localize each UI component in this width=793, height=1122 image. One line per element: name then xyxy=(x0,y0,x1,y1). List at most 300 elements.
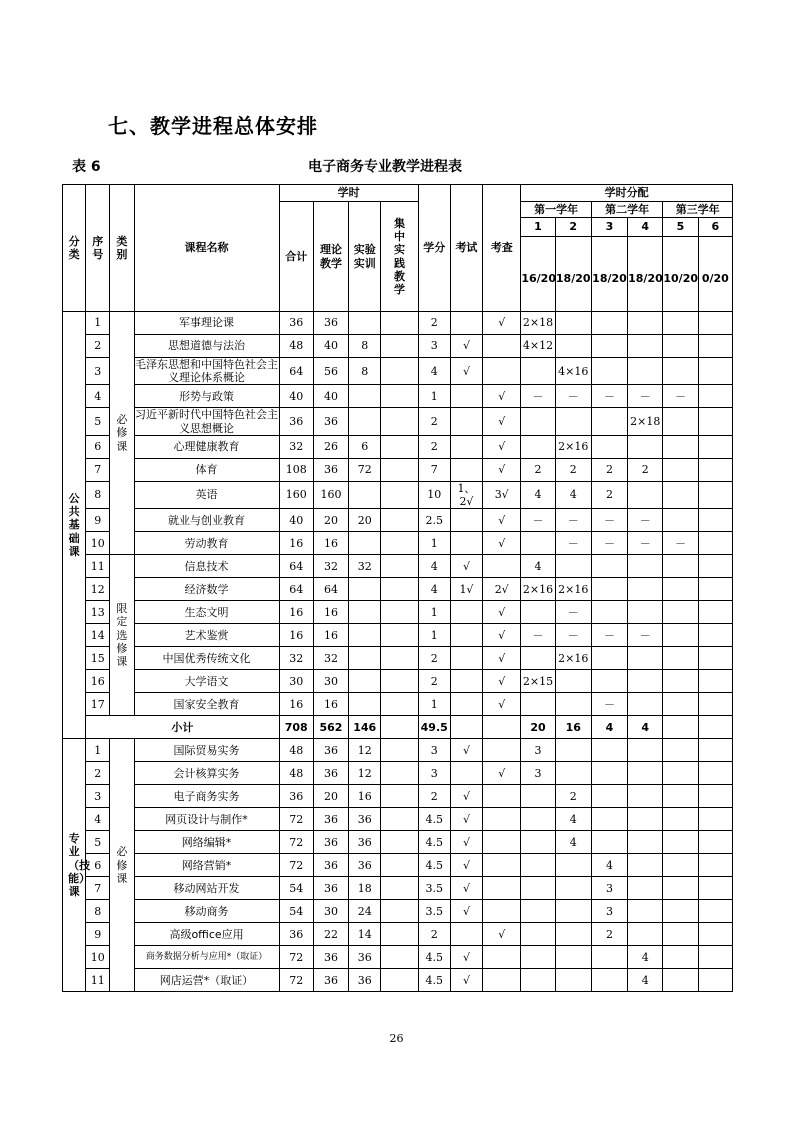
theory-cell: 30 xyxy=(313,670,348,693)
subtotal-exam xyxy=(450,716,482,739)
total-cell: 72 xyxy=(279,946,313,969)
check-cell: √ xyxy=(483,532,521,555)
subtotal-credit: 49.5 xyxy=(418,716,450,739)
practice-cell xyxy=(381,435,418,458)
term-cell xyxy=(698,435,732,458)
practice-cell xyxy=(381,923,418,946)
term-cell: 4 xyxy=(521,555,555,578)
credit-cell: 3 xyxy=(418,739,450,762)
term-cell xyxy=(663,831,698,854)
course-name-cell: 心理健康教育 xyxy=(134,435,279,458)
seq-cell: 17 xyxy=(86,693,110,716)
theory-cell: 36 xyxy=(313,877,348,900)
credit-cell: 4 xyxy=(418,578,450,601)
seq-cell: 14 xyxy=(86,624,110,647)
term-cell xyxy=(628,435,663,458)
seq-cell: 7 xyxy=(86,877,110,900)
term-cell xyxy=(663,923,698,946)
term-cell xyxy=(555,854,591,877)
term-cell xyxy=(591,831,627,854)
theory-cell: 36 xyxy=(313,831,348,854)
header-total: 合计 xyxy=(279,202,313,312)
table-row xyxy=(63,670,733,693)
term-cell: － xyxy=(591,385,627,408)
header-category: 分类 xyxy=(63,185,86,312)
theory-cell: 160 xyxy=(313,481,348,508)
term-cell xyxy=(663,670,698,693)
term-cell xyxy=(698,670,732,693)
term-cell: － xyxy=(555,532,591,555)
theory-cell: 36 xyxy=(313,808,348,831)
seq-cell: 10 xyxy=(86,532,110,555)
term-cell xyxy=(628,481,663,508)
credit-cell: 4.5 xyxy=(418,831,450,854)
check-cell: √ xyxy=(483,693,521,716)
total-cell: 72 xyxy=(279,831,313,854)
table-row xyxy=(63,877,733,900)
term-cell xyxy=(591,435,627,458)
practice-cell xyxy=(381,335,418,358)
term-cell: 4×16 xyxy=(555,358,591,385)
header-term: 2 xyxy=(555,218,591,237)
table-row xyxy=(63,647,733,670)
term-cell xyxy=(663,969,698,992)
practice-cell xyxy=(381,358,418,385)
total-cell: 16 xyxy=(279,601,313,624)
term-cell xyxy=(521,969,555,992)
lab-cell xyxy=(349,532,381,555)
course-name-cell: 网店运营*（取证） xyxy=(134,969,279,992)
header-seq: 序号 xyxy=(86,185,110,312)
term-cell: 2 xyxy=(591,458,627,481)
total-cell: 54 xyxy=(279,877,313,900)
header-year-1: 第一学年 xyxy=(521,202,592,218)
total-cell: 36 xyxy=(279,785,313,808)
term-cell xyxy=(698,831,732,854)
theory-cell: 30 xyxy=(313,900,348,923)
table-row xyxy=(63,481,733,508)
check-cell xyxy=(483,335,521,358)
lab-cell: 12 xyxy=(349,762,381,785)
page-number: 26 xyxy=(389,1032,404,1045)
term-cell xyxy=(663,946,698,969)
total-cell: 16 xyxy=(279,532,313,555)
term-cell xyxy=(663,854,698,877)
lab-cell: 36 xyxy=(349,946,381,969)
table-row xyxy=(63,312,733,335)
table-row xyxy=(63,532,733,555)
lab-cell: 6 xyxy=(349,435,381,458)
lab-cell: 8 xyxy=(349,335,381,358)
term-cell xyxy=(698,900,732,923)
term-cell xyxy=(698,739,732,762)
term-cell: 4 xyxy=(555,481,591,508)
course-name-cell: 网页设计与制作* xyxy=(134,808,279,831)
table-row xyxy=(63,624,733,647)
lab-cell xyxy=(349,693,381,716)
term-cell xyxy=(521,693,555,716)
total-cell: 36 xyxy=(279,408,313,435)
term-cell: 2×15 xyxy=(521,670,555,693)
subtotal-label: 小计 xyxy=(86,716,279,739)
table-row xyxy=(63,693,733,716)
total-cell: 108 xyxy=(279,458,313,481)
credit-cell: 2 xyxy=(418,647,450,670)
total-cell: 30 xyxy=(279,670,313,693)
theory-cell: 36 xyxy=(313,312,348,335)
term-cell xyxy=(628,578,663,601)
term-cell: － xyxy=(555,385,591,408)
seq-cell: 10 xyxy=(86,946,110,969)
header-weeks: 18/20 xyxy=(591,237,627,312)
term-cell xyxy=(555,946,591,969)
category-cell xyxy=(63,739,91,992)
exam-cell: √ xyxy=(450,335,482,358)
check-cell: 2√ xyxy=(483,578,521,601)
term-cell: 2×16 xyxy=(555,578,591,601)
check-cell xyxy=(483,877,521,900)
term-cell xyxy=(663,785,698,808)
exam-cell xyxy=(450,762,482,785)
lab-cell: 12 xyxy=(349,739,381,762)
check-cell xyxy=(483,739,521,762)
term-cell: 2 xyxy=(521,458,555,481)
table-row xyxy=(63,785,733,808)
term-cell xyxy=(698,408,732,435)
lab-cell: 36 xyxy=(349,831,381,854)
check-cell: √ xyxy=(483,408,521,435)
practice-cell xyxy=(381,762,418,785)
theory-cell: 20 xyxy=(313,785,348,808)
term-cell xyxy=(628,785,663,808)
term-cell xyxy=(628,739,663,762)
table-row xyxy=(63,385,733,408)
category-label: 专业（技能）课 xyxy=(68,832,91,898)
term-cell xyxy=(591,785,627,808)
header-weeks: 16/20 xyxy=(521,237,555,312)
theory-cell: 36 xyxy=(313,854,348,877)
type-cell xyxy=(110,739,134,992)
theory-cell: 16 xyxy=(313,532,348,555)
lab-cell: 20 xyxy=(349,509,381,532)
seq-cell: 4 xyxy=(86,808,110,831)
term-cell: 2 xyxy=(555,785,591,808)
term-cell: 3 xyxy=(521,762,555,785)
term-cell: － xyxy=(628,509,663,532)
type-label: 限定选修课 xyxy=(116,602,128,668)
total-cell: 72 xyxy=(279,969,313,992)
total-cell: 64 xyxy=(279,555,313,578)
check-cell xyxy=(483,808,521,831)
credit-cell: 3 xyxy=(418,335,450,358)
term-cell xyxy=(521,435,555,458)
table-row xyxy=(63,435,733,458)
table-row xyxy=(63,900,733,923)
table-row xyxy=(63,578,733,601)
header-term: 1 xyxy=(521,218,555,237)
exam-cell: √ xyxy=(450,555,482,578)
term-cell xyxy=(628,312,663,335)
total-cell: 40 xyxy=(279,385,313,408)
lab-cell: 24 xyxy=(349,900,381,923)
credit-cell: 4.5 xyxy=(418,854,450,877)
term-cell: 4×12 xyxy=(521,335,555,358)
practice-cell xyxy=(381,408,418,435)
check-cell: √ xyxy=(483,670,521,693)
check-cell xyxy=(483,358,521,385)
exam-cell: √ xyxy=(450,969,482,992)
term-cell xyxy=(591,808,627,831)
exam-cell xyxy=(450,532,482,555)
credit-cell: 10 xyxy=(418,481,450,508)
term-cell xyxy=(591,670,627,693)
term-cell: 2×16 xyxy=(555,647,591,670)
total-cell: 36 xyxy=(279,923,313,946)
table-row xyxy=(63,831,733,854)
term-cell xyxy=(591,408,627,435)
practice-cell xyxy=(381,555,418,578)
term-cell xyxy=(555,923,591,946)
term-cell xyxy=(591,578,627,601)
header-lab: 实验实训 xyxy=(349,202,381,312)
exam-cell: 1、2√ xyxy=(450,481,482,508)
term-cell xyxy=(591,335,627,358)
table-row xyxy=(63,458,733,481)
header-theory: 理论教学 xyxy=(313,202,348,312)
exam-cell xyxy=(450,458,482,481)
term-cell xyxy=(698,555,732,578)
seq-cell: 8 xyxy=(86,481,110,508)
course-name-cell: 形势与政策 xyxy=(134,385,279,408)
type-cell xyxy=(110,555,134,716)
term-cell xyxy=(521,408,555,435)
practice-cell xyxy=(381,481,418,508)
check-cell: √ xyxy=(483,509,521,532)
seq-cell: 11 xyxy=(86,969,110,992)
term-cell xyxy=(698,762,732,785)
term-cell: 4 xyxy=(521,481,555,508)
table-row xyxy=(63,946,733,969)
term-cell xyxy=(698,385,732,408)
term-cell xyxy=(628,335,663,358)
header-check: 考查 xyxy=(483,185,521,312)
course-name-cell: 毛泽东思想和中国特色社会主义理论体系概论 xyxy=(135,358,279,385)
lab-cell xyxy=(349,601,381,624)
theory-cell: 36 xyxy=(313,946,348,969)
course-name-cell: 生态文明 xyxy=(134,601,279,624)
term-cell xyxy=(663,408,698,435)
course-name-cell: 体育 xyxy=(134,458,279,481)
term-cell xyxy=(663,509,698,532)
table-row xyxy=(63,969,733,992)
theory-cell: 16 xyxy=(313,601,348,624)
term-cell: 3 xyxy=(521,739,555,762)
exam-cell: √ xyxy=(450,900,482,923)
term-cell xyxy=(591,739,627,762)
header-type: 类别 xyxy=(110,185,134,312)
term-cell xyxy=(628,808,663,831)
credit-cell: 2.5 xyxy=(418,509,450,532)
seq-cell: 2 xyxy=(86,335,110,358)
term-cell xyxy=(555,762,591,785)
table-row xyxy=(63,358,733,385)
term-cell xyxy=(521,946,555,969)
exam-cell xyxy=(450,670,482,693)
theory-cell: 40 xyxy=(313,385,348,408)
term-cell: － xyxy=(628,385,663,408)
exam-cell: √ xyxy=(450,785,482,808)
term-cell xyxy=(521,358,555,385)
term-cell xyxy=(555,739,591,762)
lab-cell: 14 xyxy=(349,923,381,946)
exam-cell: √ xyxy=(450,739,482,762)
table-row xyxy=(63,555,733,578)
check-cell xyxy=(483,555,521,578)
practice-cell xyxy=(381,509,418,532)
course-name-cell: 移动商务 xyxy=(134,900,279,923)
term-cell xyxy=(555,555,591,578)
term-cell: － xyxy=(663,385,698,408)
lab-cell xyxy=(349,408,381,435)
term-cell: 2×16 xyxy=(555,435,591,458)
term-cell: － xyxy=(555,624,591,647)
term-cell xyxy=(628,358,663,385)
total-cell: 48 xyxy=(279,335,313,358)
subtotal-term: 4 xyxy=(591,716,627,739)
header-weeks: 0/20 xyxy=(698,237,732,312)
header-term: 3 xyxy=(591,218,627,237)
check-cell xyxy=(483,831,521,854)
term-cell xyxy=(628,601,663,624)
subtotal-term: 20 xyxy=(521,716,555,739)
check-cell xyxy=(483,969,521,992)
practice-cell xyxy=(381,877,418,900)
exam-cell xyxy=(450,624,482,647)
table-row xyxy=(63,509,733,532)
term-cell xyxy=(698,624,732,647)
subtotal-term xyxy=(663,716,698,739)
term-cell xyxy=(698,601,732,624)
lab-cell xyxy=(349,578,381,601)
term-cell: － xyxy=(591,693,627,716)
term-cell xyxy=(663,624,698,647)
exam-cell: √ xyxy=(450,946,482,969)
term-cell xyxy=(698,693,732,716)
seq-cell: 6 xyxy=(86,854,110,877)
seq-cell: 5 xyxy=(86,408,110,435)
term-cell xyxy=(698,808,732,831)
theory-cell: 40 xyxy=(313,335,348,358)
credit-cell: 1 xyxy=(418,601,450,624)
term-cell xyxy=(591,762,627,785)
subtotal-total: 708 xyxy=(279,716,313,739)
header-year-2: 第二学年 xyxy=(591,202,663,218)
credit-cell: 4.5 xyxy=(418,969,450,992)
lab-cell: 32 xyxy=(349,555,381,578)
credit-cell: 4.5 xyxy=(418,808,450,831)
seq-cell: 3 xyxy=(86,785,110,808)
term-cell xyxy=(555,900,591,923)
term-cell xyxy=(555,670,591,693)
term-cell xyxy=(591,312,627,335)
term-cell xyxy=(698,923,732,946)
term-cell xyxy=(628,555,663,578)
term-cell xyxy=(698,877,732,900)
theory-cell: 36 xyxy=(313,408,348,435)
check-cell: 3√ xyxy=(483,481,521,508)
term-cell: 4 xyxy=(628,969,663,992)
term-cell xyxy=(521,854,555,877)
subtotal-check xyxy=(483,716,521,739)
exam-cell xyxy=(450,312,482,335)
total-cell: 48 xyxy=(279,739,313,762)
type-label: 必修课 xyxy=(116,845,128,885)
course-name-cell: 英语 xyxy=(134,481,279,508)
total-cell: 64 xyxy=(279,358,313,385)
exam-cell: √ xyxy=(450,854,482,877)
theory-cell: 32 xyxy=(313,555,348,578)
course-name-cell: 电子商务实务 xyxy=(134,785,279,808)
term-cell: － xyxy=(521,624,555,647)
term-cell xyxy=(663,335,698,358)
term-cell xyxy=(698,854,732,877)
term-cell xyxy=(663,762,698,785)
header-weeks: 18/20 xyxy=(555,237,591,312)
practice-cell xyxy=(381,624,418,647)
seq-cell: 2 xyxy=(86,762,110,785)
term-cell xyxy=(698,532,732,555)
term-cell: 2×18 xyxy=(628,408,663,435)
term-cell xyxy=(663,647,698,670)
seq-cell: 9 xyxy=(86,923,110,946)
term-cell xyxy=(521,532,555,555)
term-cell: 2 xyxy=(591,923,627,946)
course-name-cell: 军事理论课 xyxy=(134,312,279,335)
check-cell: √ xyxy=(483,601,521,624)
header-distribution: 学时分配 xyxy=(521,185,733,202)
table-row xyxy=(63,739,733,762)
practice-cell xyxy=(381,578,418,601)
theory-cell: 36 xyxy=(313,762,348,785)
term-cell xyxy=(663,458,698,481)
term-cell xyxy=(698,946,732,969)
term-cell xyxy=(663,877,698,900)
exam-cell: √ xyxy=(450,808,482,831)
table-label: 表 6 xyxy=(72,159,101,175)
practice-cell xyxy=(381,647,418,670)
course-name-cell: 商务数据分析与应用*（取证） xyxy=(134,946,279,969)
credit-cell: 2 xyxy=(418,312,450,335)
term-cell xyxy=(663,693,698,716)
term-cell xyxy=(698,509,732,532)
term-cell xyxy=(521,808,555,831)
term-cell: － xyxy=(555,509,591,532)
header-year-3: 第三学年 xyxy=(663,202,733,218)
term-cell xyxy=(663,578,698,601)
term-cell: － xyxy=(521,509,555,532)
term-cell xyxy=(628,854,663,877)
practice-cell xyxy=(381,601,418,624)
course-name-cell: 会计核算实务 xyxy=(134,762,279,785)
table-row xyxy=(63,854,733,877)
total-cell: 16 xyxy=(279,624,313,647)
term-cell: 2 xyxy=(591,481,627,508)
course-name-cell: 国家安全教育 xyxy=(134,693,279,716)
seq-cell: 1 xyxy=(86,312,110,335)
term-cell xyxy=(591,601,627,624)
exam-cell xyxy=(450,647,482,670)
category-cell xyxy=(63,312,86,739)
